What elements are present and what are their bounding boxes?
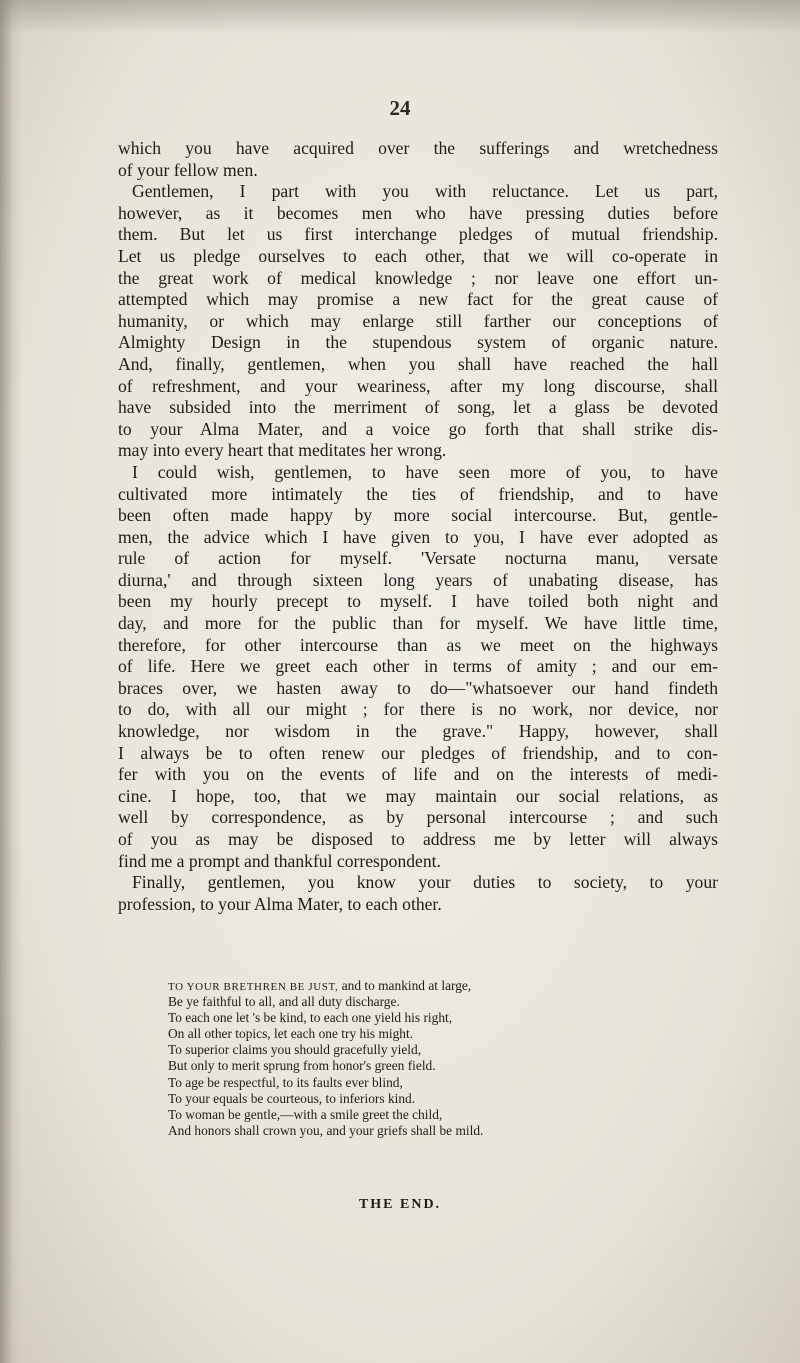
poem-lines <box>168 994 728 1139</box>
text-line: to your Alma Mater, and a voice go forth that shall strike dis- <box>118 418 718 439</box>
text-line: rule of action for myself. 'Versate nocturna manu, versate <box>118 548 718 569</box>
poem-line <box>168 978 728 994</box>
text-line: have subsided into the merriment of song, let a glass be devoted <box>118 397 718 418</box>
poem-line: To superior claims you should gracefully yield, <box>168 1042 422 1058</box>
text-line: I could wish, gentlemen, to have seen more of you, to have <box>132 461 718 482</box>
text-line: find me a prompt and thankful correspondent. <box>118 850 441 871</box>
text-line: Finally, gentlemen, you know your duties to society, to your <box>132 872 718 893</box>
text-line: And, finally, gentlemen, when you shall have reached the hall <box>118 353 718 374</box>
poem-line: Be ye faithful to all, and all duty discharge. <box>168 994 400 1010</box>
text-line: profession, to your Alma Mater, to each other. <box>118 893 442 914</box>
text-line: Gentlemen, I part with you with reluctance. Let us part, <box>132 181 718 202</box>
poem-line: On all other topics, let each one try his might. <box>168 1026 414 1042</box>
text-line: Almighty Design in the stupendous system of organic nature. <box>118 332 718 353</box>
text-line: which you have acquired over the sufferings and wretchedness <box>118 138 718 158</box>
page-binding-shadow <box>0 0 22 1363</box>
text-line: therefore, for other intercourse than as we meet on the highways <box>118 634 718 655</box>
text-line: of you as may be disposed to address me by letter will always <box>118 829 718 849</box>
text-line: may into every heart that meditates her wrong. <box>118 440 447 461</box>
text-line: humanity, or which may enlarge still farther our conceptions of <box>118 310 718 331</box>
text-line: of refreshment, and your weariness, after my long discourse, shall <box>118 375 718 396</box>
text-line: of life. Here we greet each other in terms of amity ; and our em- <box>118 656 718 677</box>
text-line: the great work of medical knowledge ; nor leave one effort un- <box>118 267 718 288</box>
poem-line-rest: and to mankind at large, <box>338 978 472 993</box>
text-line: I always be to often renew our pledges of friendship, and to con- <box>118 742 718 763</box>
the-end: THE END. <box>358 1197 442 1212</box>
text-line: however, as it becomes men who have pressing duties before <box>118 202 718 223</box>
text-line: to do, with all our might ; for there is no work, nor device, nor <box>118 699 718 720</box>
poem-line: To woman be gentle,—with a smile greet the child, <box>168 1106 443 1122</box>
poem-smallcaps: TO YOUR BRETHREN BE JUST, <box>168 981 339 993</box>
poem <box>168 978 728 1139</box>
text-line: day, and more for the public than for myself. We have little time, <box>118 613 718 634</box>
poem-line: To your equals be courteous, to inferiors kind. <box>168 1090 416 1106</box>
text-line: them. But let us first interchange pledges of mutual friendship. <box>118 224 718 245</box>
text-line: braces over, we hasten away to do—"whatsoever our hand findeth <box>118 677 718 698</box>
text-line: been often made happy by more social intercourse. But, gentle- <box>118 505 718 526</box>
text-line: men, the advice which I have given to you, I have ever adopted as <box>118 526 718 547</box>
body-text <box>118 138 718 915</box>
text-line: fer with you on the events of life and on the interests of medi- <box>118 764 718 785</box>
poem-line: But only to merit sprung from honor's green field. <box>168 1058 436 1074</box>
text-line: diurna,' and through sixteen long years of unabating disease, has <box>118 569 718 590</box>
text-line: knowledge, nor wisdom in the grave." Happy, however, shall <box>118 721 718 742</box>
page-number: 24 <box>389 96 411 120</box>
text-line: Let us pledge ourselves to each other, that we will co-operate in <box>118 245 718 266</box>
text-line: cine. I hope, too, that we may maintain our social relations, as <box>118 785 718 806</box>
poem-line: To age be respectful, to its faults ever blind, <box>168 1074 403 1090</box>
text-line: attempted which may promise a new fact for the great cause of <box>118 289 718 310</box>
text-line: of your fellow men. <box>118 159 258 180</box>
text-line: been my hourly precept to myself. I have toiled both night and <box>118 591 718 612</box>
text-line: well by correspondence, as by personal intercourse ; and such <box>118 807 718 828</box>
page-top-shadow <box>0 0 800 34</box>
poem-line: And honors shall crown you, and your griefs shall be mild. <box>168 1122 484 1138</box>
text-line: cultivated more intimately the ties of friendship, and to have <box>118 483 718 504</box>
poem-line: To each one let 's be kind, to each one yield his right, <box>168 1010 453 1026</box>
